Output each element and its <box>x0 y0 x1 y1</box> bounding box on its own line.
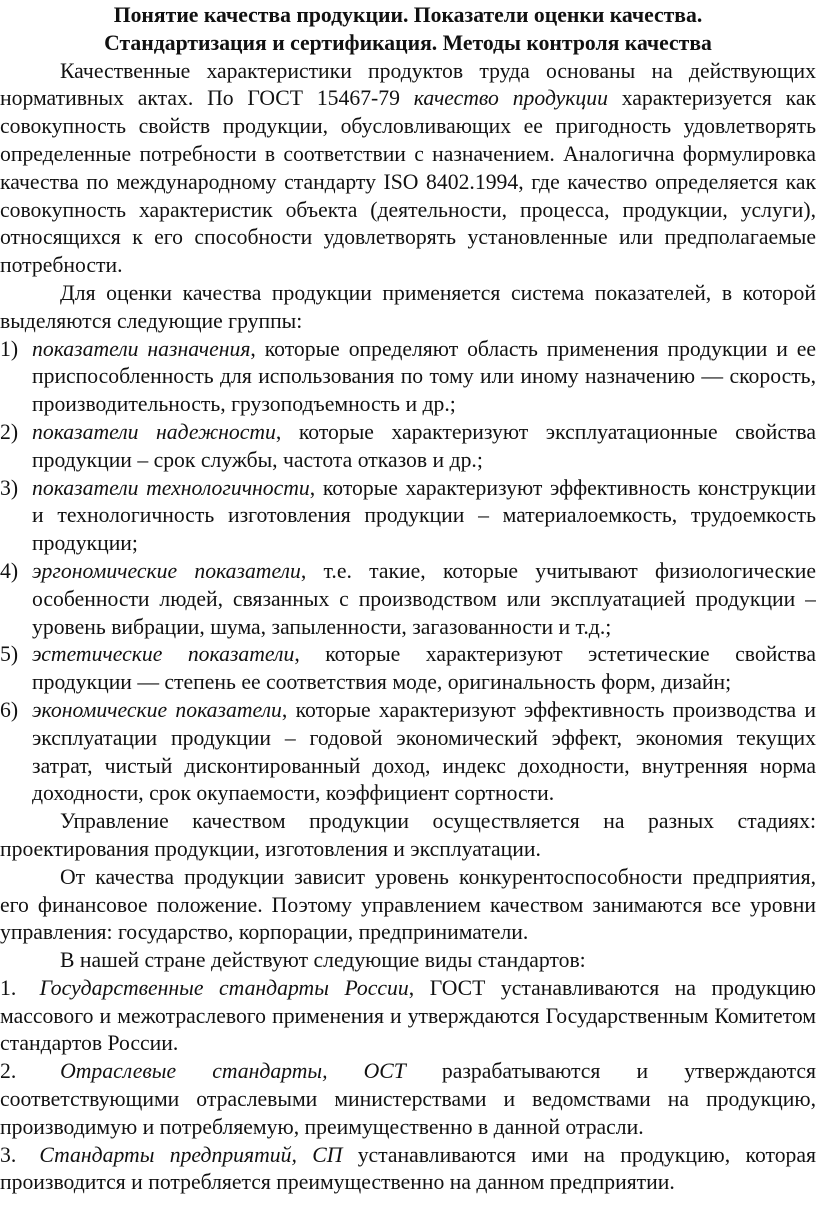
indicator-number: 3) <box>0 475 19 500</box>
indicators-intro-paragraph: Для оценки качества продукции применяется система показателей, в которой выделяются следующие группы: <box>0 280 816 333</box>
intro-text-1: Качественные характеристики продуктов труда основаны на действующих нормативных актах. По ГОСТ 15467-79 <box>0 58 816 111</box>
standard-term: Стандарты предприятий, СП <box>39 1142 343 1167</box>
indicator-item <box>0 336 816 419</box>
indicators-list <box>0 336 816 809</box>
indicator-text: , которые характеризуют эксплуатационные свойства продукции – срок службы, частота отказов и др.; <box>32 419 816 472</box>
title-line-1: Понятие качества продукции. Показатели оценки качества. <box>113 3 703 27</box>
indicator-item <box>0 475 816 558</box>
standards-intro-paragraph: В нашей стране действуют следующие виды стандартов: <box>60 948 586 973</box>
standard-text: устанавливаются ими на продукцию, которая производится и потребляется преимущественно на данном предприятии. <box>0 1142 816 1195</box>
indicator-term: показатели назначения <box>32 336 251 361</box>
standard-item <box>0 1058 816 1141</box>
competitiveness-paragraph: От качества продукции зависит уровень конкурентоспособности предприятия, его финансовое положение. Поэтому управлением качеством занимаются все уровни управления: государство, корпорации, предприниматели. <box>0 864 816 945</box>
indicator-body <box>32 336 816 419</box>
title-line-2: Стандартизация и сертификация. Методы контроля качества <box>104 30 712 55</box>
indicator-body <box>32 475 816 558</box>
indicator-item <box>0 697 816 808</box>
standard-number: 1. <box>0 975 17 1000</box>
indicator-number: 4) <box>0 558 19 583</box>
indicator-body <box>32 697 816 808</box>
indicator-item <box>0 558 816 641</box>
indicator-text: , которые характеризуют эффективность производства и эксплуатации продукции – годовой экономический эффект, экономия текущих затрат, чистый дисконтированный доход, индекс доходности, внутренняя норма доходности, срок окупаемости, коэффициент сортности. <box>32 697 816 806</box>
indicator-body <box>32 419 816 475</box>
indicator-term: показатели надежности <box>32 419 276 444</box>
indicator-text: , которые характеризуют эстетические свойства продукции — степень ее соответствия моде, оригинальность форм, дизайн; <box>32 642 816 695</box>
indicator-number: 2) <box>0 419 19 444</box>
management-paragraph: Управление качеством продукции осуществляется на разных стадиях: проектирования продукции, изготовления и эксплуатации. <box>0 809 816 861</box>
standard-term: Отраслевые стандарты, ОСТ <box>60 1059 406 1084</box>
standard-text: , ГОСТ устанавливаются на продукцию массового и межотраслевого применения и утверждаются Государственным Комитетом стандартов России. <box>0 975 816 1056</box>
standard-item <box>0 1142 816 1198</box>
indicator-item <box>0 641 816 697</box>
indicator-term: эстетические показатели <box>32 642 295 667</box>
standard-number: 2. <box>0 1059 17 1084</box>
indicator-number: 1) <box>0 336 19 361</box>
indicator-number: 6) <box>0 697 19 722</box>
indicator-body <box>32 558 816 641</box>
indicator-text: , которые определяют область применения продукции и ее приспособленность для использования по тому или иному назначению — скорость, производительность, грузоподъемность и др.; <box>32 336 816 417</box>
standard-number: 3. <box>0 1142 17 1167</box>
intro-term: качество продукции <box>413 86 608 111</box>
indicator-term: экономические показатели <box>32 697 282 722</box>
indicator-text: , которые характеризуют эффективность конструкции и технологичность изготовления продукции – материалоемкость, трудоемкость продукции; <box>32 475 816 556</box>
intro-text-2: характеризуется как совокупность свойств продукции, обусловливающих ее пригодность удовлетворять определенные потребности в соответствии с назначением. Аналогична формулировка качества по международному стандарту ISO 8402.1994, где качество определяется как совокупность характеристик объекта (деятельности, процесса, продукции, услуги), относящихся к его способности удовлетворять установленные или предполагаемые потребности. <box>0 86 816 278</box>
indicator-body <box>32 641 816 697</box>
indicator-term: показатели технологичности <box>32 475 310 500</box>
standard-text: разрабатываются и утверждаются соответствующими отраслевыми министерствами и ведомствами на продукцию, производимую и потребляемую, преимущественно в данной отрасли. <box>0 1059 816 1139</box>
document-title <box>0 2 816 58</box>
standard-item <box>0 975 816 1058</box>
indicator-item <box>0 419 816 475</box>
standard-term: Государственные стандарты России <box>39 975 409 1000</box>
indicator-text: , т.е. такие, которые учитывают физиологические особенности людей, связанных с производством или эксплуатацией продукции – уровень вибрации, шума, запыленности, загазованности и т.д.; <box>32 558 816 639</box>
indicator-term: эргономические показатели <box>32 558 301 583</box>
indicator-number: 5) <box>0 642 19 667</box>
intro-paragraph <box>0 58 816 280</box>
